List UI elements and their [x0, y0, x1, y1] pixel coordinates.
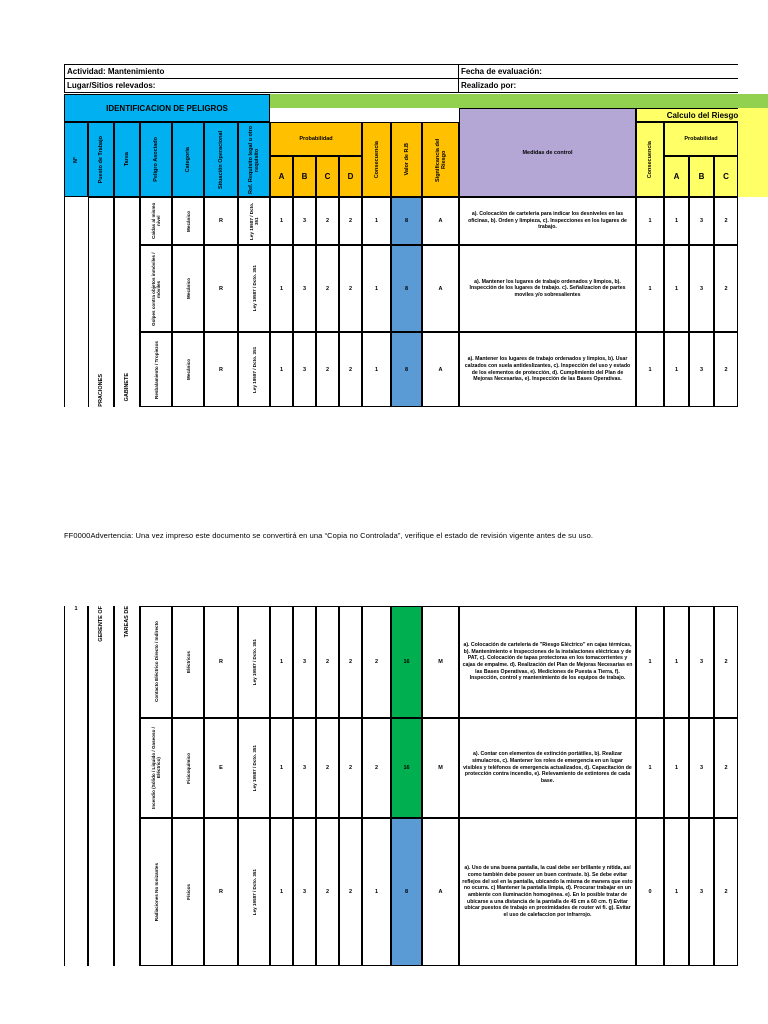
puesto-cell [88, 197, 114, 407]
p1r3-categoria: Mecánico [172, 332, 204, 407]
col-peligro: Peligro Asociado [140, 122, 172, 197]
p1r2-consecuencia: 1 [362, 245, 391, 332]
p1r2-a: 1 [270, 245, 293, 332]
p1r1-categoria: Mecánico [172, 197, 204, 245]
p1r3-d: 2 [339, 332, 362, 407]
p1r2-peligro: Golpes contra objetos inmóviles / móviles [140, 245, 172, 332]
warning-text: FF0000Advertencia: Una vez impreso este documento se convertirá en una “Copia no Controlada”, verifique el estado de revisión vigente antes de su uso. [64, 531, 594, 540]
p2r2-consecuencia: 2 [362, 718, 391, 818]
p2r1-c-2: 2 [714, 606, 738, 718]
identificacion-title: IDENTIFICACION DE PELIGROS [106, 103, 228, 113]
p1r3-medidas: a). Mantener los lugares de trabajo ordenados y limpios, b). Usar calzados con suela antideslizantes, c). Inspección del uso y estado de los elementos de protección, d). Cumplimiento del Plan de Mejoras Necesarias, e). Inspección de las Bases Operativas. [459, 332, 636, 407]
p2r3-c: 2 [316, 818, 339, 966]
p2r1-a-2: 1 [664, 606, 689, 718]
p1r3-consecuencia-2: 1 [636, 332, 664, 407]
p2r2-b-2: 3 [689, 718, 714, 818]
p2-tarea-value: TAREAS DE [124, 606, 130, 638]
p2r1-valor: 16 [391, 606, 422, 718]
p1r3-b: 3 [293, 332, 316, 407]
fecha-label: Fecha de evaluación: [461, 67, 542, 76]
p1r2-categoria: Mecánico [172, 245, 204, 332]
p1r3-valor: 8 [391, 332, 422, 407]
actividad-cell [64, 64, 459, 79]
p1r2-b-2: 3 [689, 245, 714, 332]
p2r2-medidas: a). Contar con elementos de extinción portátiles, b). Realizar simulacros, c). Mantener los roles de emergencia en un lugar visibles y teléfonos de emergencia actualizados, d). Capacitación de protección contra incendio, e). Relevamiento de extintores de cada base. [459, 718, 636, 818]
lugar-label: Lugar/Sitios relevados: [67, 81, 156, 90]
p2r3-c-2: 2 [714, 818, 738, 966]
p2r1-consecuencia: 2 [362, 606, 391, 718]
col-c: C [316, 156, 339, 197]
p1r1-d: 2 [339, 197, 362, 245]
col-valor: Valor de R.B [391, 122, 422, 197]
p1r2-c: 2 [316, 245, 339, 332]
p2r1-a: 1 [270, 606, 293, 718]
p2-puesto-value: GERENTE OF [98, 606, 104, 642]
p2r2-a: 1 [270, 718, 293, 818]
col-b: B [293, 156, 316, 197]
p1r2-significancia: A [422, 245, 459, 332]
col-a-2: A [664, 156, 689, 197]
p2r3-medidas: a). Uso de una buena pantalla, la cual debe ser brillante y nítida, así como también debe poseer un buen contraste. b). Se debe evitar reflejos del sol en la pantalla, ubicando la misma de manera que esto no ocurra. c) Mantener la pantalla limpia, d). Procurar trabajar en un ambiente con iluminación homogénea. e). En lo posible tratar de ubicarse a una distancia de la pantalla de 45 cm a 60 cm. f) Evitar ubicar puestos de trabajo en proximidades de router wi fi. g). Evitar el uso de calefaccion por infrarrojo. [459, 818, 636, 966]
col-medidas: Medidas de control [459, 108, 636, 197]
p1r2-ref: Ley 19587 / Dcto. 351 [238, 245, 270, 332]
p1r3-peligro: Resbalamiento / Tropiezos [140, 332, 172, 407]
p2r1-significancia: M [422, 606, 459, 718]
p2r3-b-2: 3 [689, 818, 714, 966]
p1r1-significancia: A [422, 197, 459, 245]
p1r2-medidas: a). Mantener los lugares de trabajo ordenados y limpios, b). Inspección de los lugares de trabajo. c). Señalizacion de partes moviles y/o sobresalientes [459, 245, 636, 332]
p2-n-cell [64, 606, 88, 966]
p2r2-peligro: Incendio (Sólido / Líquido / Gaseoso / Eléctrico) [140, 718, 172, 818]
p2r2-situacion: E [204, 718, 238, 818]
p2r3-ref: Ley 19587 / Dcto. 351 [238, 818, 270, 966]
p2r1-ref: Ley 19587 / Dcto. 351 [238, 606, 270, 718]
p2r1-b: 3 [293, 606, 316, 718]
yellow-edge [738, 108, 768, 197]
green-band [270, 94, 768, 108]
p2r1-consecuencia-2: 1 [636, 606, 664, 718]
p2r1-categoria: Eléctricos [172, 606, 204, 718]
p1r3-a: 1 [270, 332, 293, 407]
p1r2-consecuencia-2: 1 [636, 245, 664, 332]
tarea-cell [114, 197, 140, 407]
p2r3-a: 1 [270, 818, 293, 966]
p2r2-c-2: 2 [714, 718, 738, 818]
p2r1-d: 2 [339, 606, 362, 718]
p2r3-valor: 8 [391, 818, 422, 966]
p2r1-peligro: Contacto Eléctrico Directo / Indirecto [140, 606, 172, 718]
p2r2-c: 2 [316, 718, 339, 818]
p1r2-c-2: 2 [714, 245, 738, 332]
col-tarea: Tarea [114, 122, 140, 197]
p2r1-situacion: R [204, 606, 238, 718]
col-significancia: Significancia del Riesgo [422, 122, 459, 197]
p2r2-consecuencia-2: 1 [636, 718, 664, 818]
p2r3-situacion: R [204, 818, 238, 966]
p1r1-c: 2 [316, 197, 339, 245]
p2r2-a-2: 1 [664, 718, 689, 818]
page-1 [0, 0, 768, 420]
p2r3-peligro: Radiaciones No Ionizantes [140, 818, 172, 966]
p1r2-b: 3 [293, 245, 316, 332]
col-probabilidad: Probabilidad [270, 122, 362, 156]
p1r2-d: 2 [339, 245, 362, 332]
p1r1-b: 3 [293, 197, 316, 245]
p2r2-valor: 16 [391, 718, 422, 818]
realizado-label: Realizado por: [461, 81, 517, 90]
p2-n-value: 1 [74, 606, 78, 612]
p1r1-a-2: 1 [664, 197, 689, 245]
p2r1-c: 2 [316, 606, 339, 718]
p2r3-d: 2 [339, 818, 362, 966]
p2r1-medidas: a). Colocación de carteleria de "Riesgo Eléctrico" en cajas térmicas, b). Mantenimiento e Inspecciones de la instalaciones eléctricas y de PAT, c). Colocación de tapas protectoras en los tomacorrientes y cajas de empalme. d). Realización del Plan de Mejoras Necesarias en las Bases Operativas, e). Mediciones de Puesta a Tierra, f). Inspección, control y mantenimiento de los equipos de trabajo. [459, 606, 636, 718]
p1r1-consecuencia: 1 [362, 197, 391, 245]
p2-tarea-cell [114, 606, 140, 966]
col-probabilidad-2: Probabilidad [664, 122, 738, 156]
p1r1-valor: 8 [391, 197, 422, 245]
p1r3-a-2: 1 [664, 332, 689, 407]
p1r3-b-2: 3 [689, 332, 714, 407]
p2r3-a-2: 1 [664, 818, 689, 966]
p1r1-a: 1 [270, 197, 293, 245]
col-ref: Ref. Requisito legal u otro requisito [238, 122, 270, 197]
p1r3-situacion: R [204, 332, 238, 407]
col-puesto: Puesto de Trabajo [88, 122, 114, 197]
col-situacion: Situación Operacional [204, 122, 238, 197]
p2r2-categoria: Fisicoquímico [172, 718, 204, 818]
p2r3-significancia: A [422, 818, 459, 966]
p1r1-ref: Ley 19587 / Dcto. 351 [238, 197, 270, 245]
p1r3-significancia: A [422, 332, 459, 407]
lugar-cell [64, 78, 459, 93]
puesto-value: PRACIONES [98, 374, 104, 407]
p1r3-c-2: 2 [714, 332, 738, 407]
col-n-body [64, 197, 88, 407]
page-2 [0, 600, 768, 970]
p1r2-a-2: 1 [664, 245, 689, 332]
p1r1-peligro: Caídas al mismo nivel [140, 197, 172, 245]
p1r3-ref: Ley 19587 / Dcto. 351 [238, 332, 270, 407]
col-a: A [270, 156, 293, 197]
p1r1-medidas: a). Colocación de carteleria para indicar los desniveles en las oficinas, b). Orden y limpieza, c). Inspecciones en los lugares de trabajo. [459, 197, 636, 245]
p1r2-valor: 8 [391, 245, 422, 332]
col-consecuencia: Consecuencia [362, 122, 391, 197]
p2r2-d: 2 [339, 718, 362, 818]
p1r1-b-2: 3 [689, 197, 714, 245]
actividad-label: Actividad: Mantenimiento [67, 67, 165, 76]
p1r3-consecuencia: 1 [362, 332, 391, 407]
p1r1-situacion: R [204, 197, 238, 245]
p2r3-consecuencia: 1 [362, 818, 391, 966]
p2r3-b: 3 [293, 818, 316, 966]
tarea-value: GABINETE [124, 372, 130, 401]
fecha-cell [458, 64, 738, 79]
col-d: D [339, 156, 362, 197]
realizado-cell [458, 78, 738, 93]
p2r2-significancia: M [422, 718, 459, 818]
p2r2-ref: Ley 19587 / Dcto. 351 [238, 718, 270, 818]
p2-puesto-cell [88, 606, 114, 966]
col-c-2: C [714, 156, 738, 197]
p1r2-situacion: R [204, 245, 238, 332]
col-b-2: B [689, 156, 714, 197]
col-n: Nº [64, 122, 88, 197]
p2r2-b: 3 [293, 718, 316, 818]
p2r1-b-2: 3 [689, 606, 714, 718]
p2r3-categoria: Físicos [172, 818, 204, 966]
p1r1-consecuencia-2: 1 [636, 197, 664, 245]
p2r3-consecuencia-2: 0 [636, 818, 664, 966]
calculo-title: Calculo del Riesgo [666, 110, 739, 120]
p1r1-c-2: 2 [714, 197, 738, 245]
col-consecuencia-2: Consecuencia [636, 122, 664, 197]
p1r3-c: 2 [316, 332, 339, 407]
col-categoria: Categoría [172, 122, 204, 197]
identificacion-header [64, 94, 270, 122]
